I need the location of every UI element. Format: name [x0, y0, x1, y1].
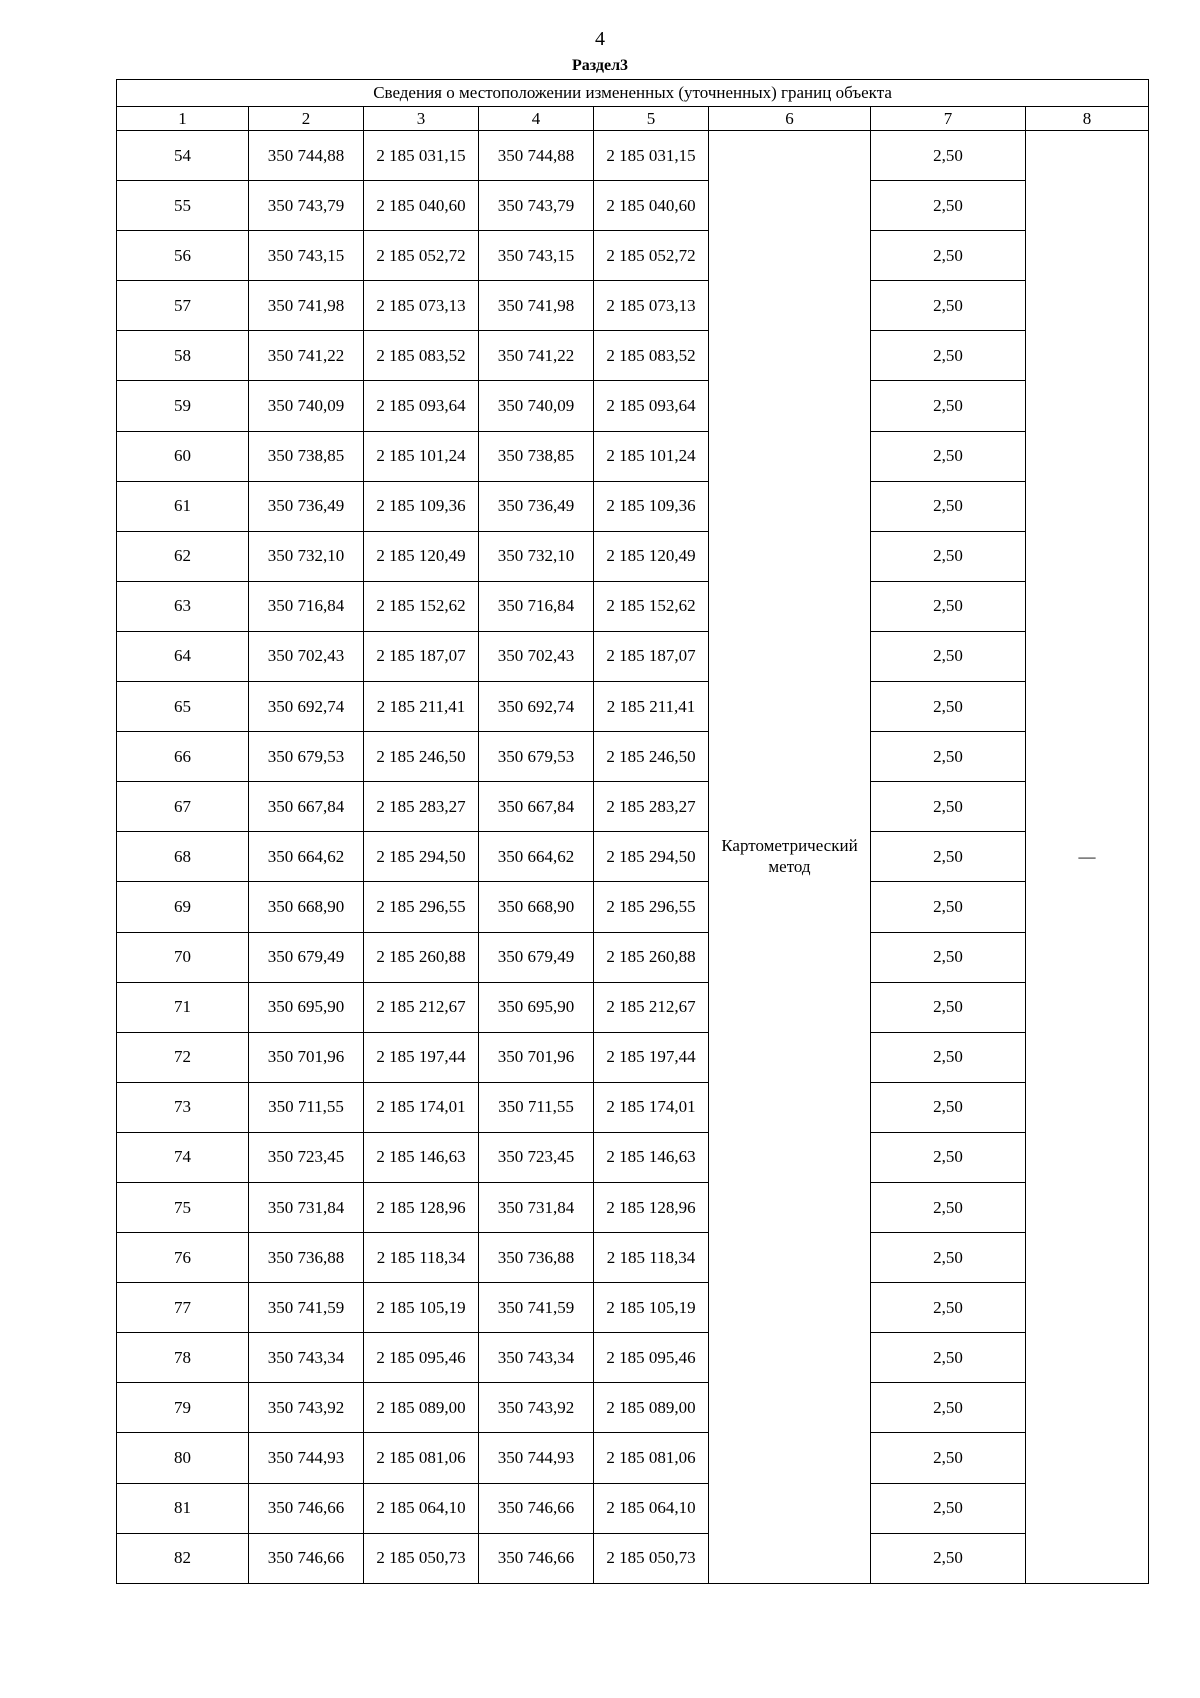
point-number-cell: 81 [117, 1483, 249, 1533]
point-number-cell: 66 [117, 732, 249, 782]
x-coordinate-cell: 350 740,09 [249, 381, 364, 431]
x-coordinate-cell: 350 743,92 [249, 1383, 364, 1433]
x-coordinate-cell: 350 746,66 [479, 1483, 594, 1533]
table-row [117, 481, 1149, 531]
column-number: 3 [364, 107, 479, 131]
x-coordinate-cell: 350 738,85 [479, 431, 594, 481]
table-row [117, 331, 1149, 381]
x-coordinate-cell: 350 664,62 [249, 832, 364, 882]
point-number-cell: 70 [117, 932, 249, 982]
x-coordinate-cell: 350 679,53 [249, 732, 364, 782]
x-coordinate-cell: 350 667,84 [479, 782, 594, 832]
table-row [117, 181, 1149, 231]
table-row [117, 1483, 1149, 1533]
x-coordinate-cell: 350 667,84 [249, 782, 364, 832]
accuracy-cell: 2,50 [871, 381, 1026, 431]
y-coordinate-cell: 2 185 246,50 [364, 732, 479, 782]
accuracy-cell: 2,50 [871, 131, 1026, 181]
point-number-cell: 80 [117, 1433, 249, 1483]
column-number: 4 [479, 107, 594, 131]
table-row [117, 782, 1149, 832]
point-number-cell: 68 [117, 832, 249, 882]
table-row [117, 1283, 1149, 1333]
x-coordinate-cell: 350 746,66 [479, 1533, 594, 1583]
y-coordinate-cell: 2 185 031,15 [594, 131, 709, 181]
accuracy-cell: 2,50 [871, 832, 1026, 882]
table-body [117, 131, 1149, 1584]
table-row [117, 381, 1149, 431]
x-coordinate-cell: 350 740,09 [479, 381, 594, 431]
y-coordinate-cell: 2 185 296,55 [594, 882, 709, 932]
y-coordinate-cell: 2 185 120,49 [594, 531, 709, 581]
y-coordinate-cell: 2 185 064,10 [364, 1483, 479, 1533]
x-coordinate-cell: 350 679,53 [479, 732, 594, 782]
y-coordinate-cell: 2 185 187,07 [364, 631, 479, 681]
point-number-cell: 60 [117, 431, 249, 481]
accuracy-cell: 2,50 [871, 932, 1026, 982]
x-coordinate-cell: 350 743,15 [479, 231, 594, 281]
x-coordinate-cell: 350 743,79 [249, 181, 364, 231]
y-coordinate-cell: 2 185 283,27 [594, 782, 709, 832]
accuracy-cell: 2,50 [871, 882, 1026, 932]
accuracy-cell: 2,50 [871, 982, 1026, 1032]
x-coordinate-cell: 350 743,79 [479, 181, 594, 231]
x-coordinate-cell: 350 723,45 [479, 1132, 594, 1182]
accuracy-cell: 2,50 [871, 1132, 1026, 1182]
x-coordinate-cell: 350 741,59 [479, 1283, 594, 1333]
y-coordinate-cell: 2 185 118,34 [594, 1233, 709, 1283]
point-number-cell: 71 [117, 982, 249, 1032]
point-number-cell: 63 [117, 581, 249, 631]
table-row [117, 1032, 1149, 1082]
accuracy-cell: 2,50 [871, 1082, 1026, 1132]
y-coordinate-cell: 2 185 152,62 [594, 581, 709, 631]
point-number-cell: 65 [117, 682, 249, 732]
y-coordinate-cell: 2 185 095,46 [364, 1333, 479, 1383]
accuracy-cell: 2,50 [871, 1182, 1026, 1232]
accuracy-cell: 2,50 [871, 281, 1026, 331]
table-row [117, 732, 1149, 782]
accuracy-cell: 2,50 [871, 481, 1026, 531]
x-coordinate-cell: 350 741,22 [479, 331, 594, 381]
x-coordinate-cell: 350 743,34 [249, 1333, 364, 1383]
x-coordinate-cell: 350 701,96 [479, 1032, 594, 1082]
x-coordinate-cell: 350 702,43 [249, 631, 364, 681]
y-coordinate-cell: 2 185 105,19 [364, 1283, 479, 1333]
y-coordinate-cell: 2 185 105,19 [594, 1283, 709, 1333]
y-coordinate-cell: 2 185 174,01 [594, 1082, 709, 1132]
x-coordinate-cell: 350 741,98 [479, 281, 594, 331]
x-coordinate-cell: 350 732,10 [479, 531, 594, 581]
y-coordinate-cell: 2 185 152,62 [364, 581, 479, 631]
table-row [117, 581, 1149, 631]
point-number-cell: 59 [117, 381, 249, 431]
point-number-cell: 64 [117, 631, 249, 681]
section-title: Раздел3 [571, 57, 629, 74]
column-number: 8 [1026, 107, 1149, 131]
x-coordinate-cell: 350 746,66 [249, 1483, 364, 1533]
y-coordinate-cell: 2 185 120,49 [364, 531, 479, 581]
x-coordinate-cell: 350 679,49 [249, 932, 364, 982]
method-cell: Картометрический метод [709, 131, 871, 1584]
accuracy-cell: 2,50 [871, 581, 1026, 631]
y-coordinate-cell: 2 185 073,13 [364, 281, 479, 331]
accuracy-cell: 2,50 [871, 1283, 1026, 1333]
x-coordinate-cell: 350 711,55 [249, 1082, 364, 1132]
column-number: 1 [117, 107, 249, 131]
table-caption: Сведения о местоположении измененных (уточненных) границ объекта [117, 80, 1149, 107]
y-coordinate-cell: 2 185 089,00 [594, 1383, 709, 1433]
table-row [117, 1383, 1149, 1433]
accuracy-cell: 2,50 [871, 531, 1026, 581]
table-row [117, 531, 1149, 581]
y-coordinate-cell: 2 185 040,60 [594, 181, 709, 231]
y-coordinate-cell: 2 185 083,52 [364, 331, 479, 381]
point-number-cell: 75 [117, 1182, 249, 1232]
y-coordinate-cell: 2 185 109,36 [594, 481, 709, 531]
x-coordinate-cell: 350 731,84 [249, 1182, 364, 1232]
table-row [117, 1333, 1149, 1383]
x-coordinate-cell: 350 668,90 [479, 882, 594, 932]
table-row [117, 131, 1149, 181]
x-coordinate-cell: 350 716,84 [479, 581, 594, 631]
x-coordinate-cell: 350 736,88 [249, 1233, 364, 1283]
table-row [117, 1132, 1149, 1182]
accuracy-cell: 2,50 [871, 1032, 1026, 1082]
note-cell: — [1026, 131, 1149, 1584]
accuracy-cell: 2,50 [871, 732, 1026, 782]
accuracy-cell: 2,50 [871, 1483, 1026, 1533]
accuracy-cell: 2,50 [871, 331, 1026, 381]
accuracy-cell: 2,50 [871, 682, 1026, 732]
y-coordinate-cell: 2 185 211,41 [594, 682, 709, 732]
accuracy-cell: 2,50 [871, 631, 1026, 681]
column-number: 7 [871, 107, 1026, 131]
table-row [117, 1533, 1149, 1583]
accuracy-cell: 2,50 [871, 1233, 1026, 1283]
x-coordinate-cell: 350 736,88 [479, 1233, 594, 1283]
x-coordinate-cell: 350 723,45 [249, 1132, 364, 1182]
y-coordinate-cell: 2 185 260,88 [594, 932, 709, 982]
x-coordinate-cell: 350 746,66 [249, 1533, 364, 1583]
x-coordinate-cell: 350 692,74 [249, 682, 364, 732]
y-coordinate-cell: 2 185 246,50 [594, 732, 709, 782]
point-number-cell: 77 [117, 1283, 249, 1333]
x-coordinate-cell: 350 702,43 [479, 631, 594, 681]
y-coordinate-cell: 2 185 128,96 [364, 1182, 479, 1232]
point-number-cell: 69 [117, 882, 249, 932]
y-coordinate-cell: 2 185 197,44 [364, 1032, 479, 1082]
x-coordinate-cell: 350 695,90 [249, 982, 364, 1032]
accuracy-cell: 2,50 [871, 231, 1026, 281]
y-coordinate-cell: 2 185 101,24 [364, 431, 479, 481]
x-coordinate-cell: 350 664,62 [479, 832, 594, 882]
point-number-cell: 57 [117, 281, 249, 331]
x-coordinate-cell: 350 732,10 [249, 531, 364, 581]
y-coordinate-cell: 2 185 081,06 [594, 1433, 709, 1483]
y-coordinate-cell: 2 185 095,46 [594, 1333, 709, 1383]
table-row [117, 431, 1149, 481]
y-coordinate-cell: 2 185 050,73 [594, 1533, 709, 1583]
x-coordinate-cell: 350 711,55 [479, 1082, 594, 1132]
point-number-cell: 61 [117, 481, 249, 531]
y-coordinate-cell: 2 185 064,10 [594, 1483, 709, 1533]
point-number-cell: 74 [117, 1132, 249, 1182]
x-coordinate-cell: 350 744,88 [249, 131, 364, 181]
point-number-cell: 58 [117, 331, 249, 381]
y-coordinate-cell: 2 185 187,07 [594, 631, 709, 681]
point-number-cell: 56 [117, 231, 249, 281]
y-coordinate-cell: 2 185 089,00 [364, 1383, 479, 1433]
y-coordinate-cell: 2 185 174,01 [364, 1082, 479, 1132]
point-number-cell: 73 [117, 1082, 249, 1132]
x-coordinate-cell: 350 741,98 [249, 281, 364, 331]
point-number-cell: 72 [117, 1032, 249, 1082]
accuracy-cell: 2,50 [871, 1433, 1026, 1483]
x-coordinate-cell: 350 695,90 [479, 982, 594, 1032]
point-number-cell: 79 [117, 1383, 249, 1433]
y-coordinate-cell: 2 185 052,72 [594, 231, 709, 281]
x-coordinate-cell: 350 738,85 [249, 431, 364, 481]
table-row [117, 682, 1149, 732]
x-coordinate-cell: 350 744,88 [479, 131, 594, 181]
table-row [117, 832, 1149, 882]
y-coordinate-cell: 2 185 109,36 [364, 481, 479, 531]
table-row [117, 982, 1149, 1032]
y-coordinate-cell: 2 185 081,06 [364, 1433, 479, 1483]
point-number-cell: 82 [117, 1533, 249, 1583]
table-row [117, 231, 1149, 281]
y-coordinate-cell: 2 185 093,64 [364, 381, 479, 431]
y-coordinate-cell: 2 185 260,88 [364, 932, 479, 982]
y-coordinate-cell: 2 185 197,44 [594, 1032, 709, 1082]
accuracy-cell: 2,50 [871, 181, 1026, 231]
x-coordinate-cell: 350 679,49 [479, 932, 594, 982]
y-coordinate-cell: 2 185 083,52 [594, 331, 709, 381]
point-number-cell: 76 [117, 1233, 249, 1283]
x-coordinate-cell: 350 736,49 [479, 481, 594, 531]
x-coordinate-cell: 350 701,96 [249, 1032, 364, 1082]
column-number: 6 [709, 107, 871, 131]
y-coordinate-cell: 2 185 211,41 [364, 682, 479, 732]
column-number: 5 [594, 107, 709, 131]
accuracy-cell: 2,50 [871, 1333, 1026, 1383]
table-row [117, 1233, 1149, 1283]
table-row [117, 1082, 1149, 1132]
y-coordinate-cell: 2 185 031,15 [364, 131, 479, 181]
y-coordinate-cell: 2 185 118,34 [364, 1233, 479, 1283]
y-coordinate-cell: 2 185 294,50 [594, 832, 709, 882]
y-coordinate-cell: 2 185 283,27 [364, 782, 479, 832]
x-coordinate-cell: 350 743,34 [479, 1333, 594, 1383]
accuracy-cell: 2,50 [871, 782, 1026, 832]
table-row [117, 631, 1149, 681]
y-coordinate-cell: 2 185 128,96 [594, 1182, 709, 1232]
column-number: 2 [249, 107, 364, 131]
x-coordinate-cell: 350 744,93 [479, 1433, 594, 1483]
y-coordinate-cell: 2 185 146,63 [364, 1132, 479, 1182]
y-coordinate-cell: 2 185 073,13 [594, 281, 709, 331]
x-coordinate-cell: 350 741,22 [249, 331, 364, 381]
accuracy-cell: 2,50 [871, 431, 1026, 481]
y-coordinate-cell: 2 185 296,55 [364, 882, 479, 932]
table-row [117, 882, 1149, 932]
x-coordinate-cell: 350 731,84 [479, 1182, 594, 1232]
y-coordinate-cell: 2 185 052,72 [364, 231, 479, 281]
page-number: 4 [595, 28, 605, 50]
coordinates-table [116, 79, 1149, 1584]
table-row [117, 1433, 1149, 1483]
table-row [117, 932, 1149, 982]
x-coordinate-cell: 350 744,93 [249, 1433, 364, 1483]
y-coordinate-cell: 2 185 212,67 [364, 982, 479, 1032]
x-coordinate-cell: 350 692,74 [479, 682, 594, 732]
y-coordinate-cell: 2 185 294,50 [364, 832, 479, 882]
x-coordinate-cell: 350 743,92 [479, 1383, 594, 1433]
point-number-cell: 62 [117, 531, 249, 581]
x-coordinate-cell: 350 716,84 [249, 581, 364, 631]
y-coordinate-cell: 2 185 093,64 [594, 381, 709, 431]
point-number-cell: 67 [117, 782, 249, 832]
y-coordinate-cell: 2 185 040,60 [364, 181, 479, 231]
point-number-cell: 78 [117, 1333, 249, 1383]
accuracy-cell: 2,50 [871, 1383, 1026, 1433]
x-coordinate-cell: 350 736,49 [249, 481, 364, 531]
table-row [117, 1182, 1149, 1232]
x-coordinate-cell: 350 668,90 [249, 882, 364, 932]
table-row [117, 281, 1149, 331]
accuracy-cell: 2,50 [871, 1533, 1026, 1583]
y-coordinate-cell: 2 185 212,67 [594, 982, 709, 1032]
x-coordinate-cell: 350 743,15 [249, 231, 364, 281]
point-number-cell: 54 [117, 131, 249, 181]
y-coordinate-cell: 2 185 050,73 [364, 1533, 479, 1583]
y-coordinate-cell: 2 185 101,24 [594, 431, 709, 481]
point-number-cell: 55 [117, 181, 249, 231]
y-coordinate-cell: 2 185 146,63 [594, 1132, 709, 1182]
x-coordinate-cell: 350 741,59 [249, 1283, 364, 1333]
